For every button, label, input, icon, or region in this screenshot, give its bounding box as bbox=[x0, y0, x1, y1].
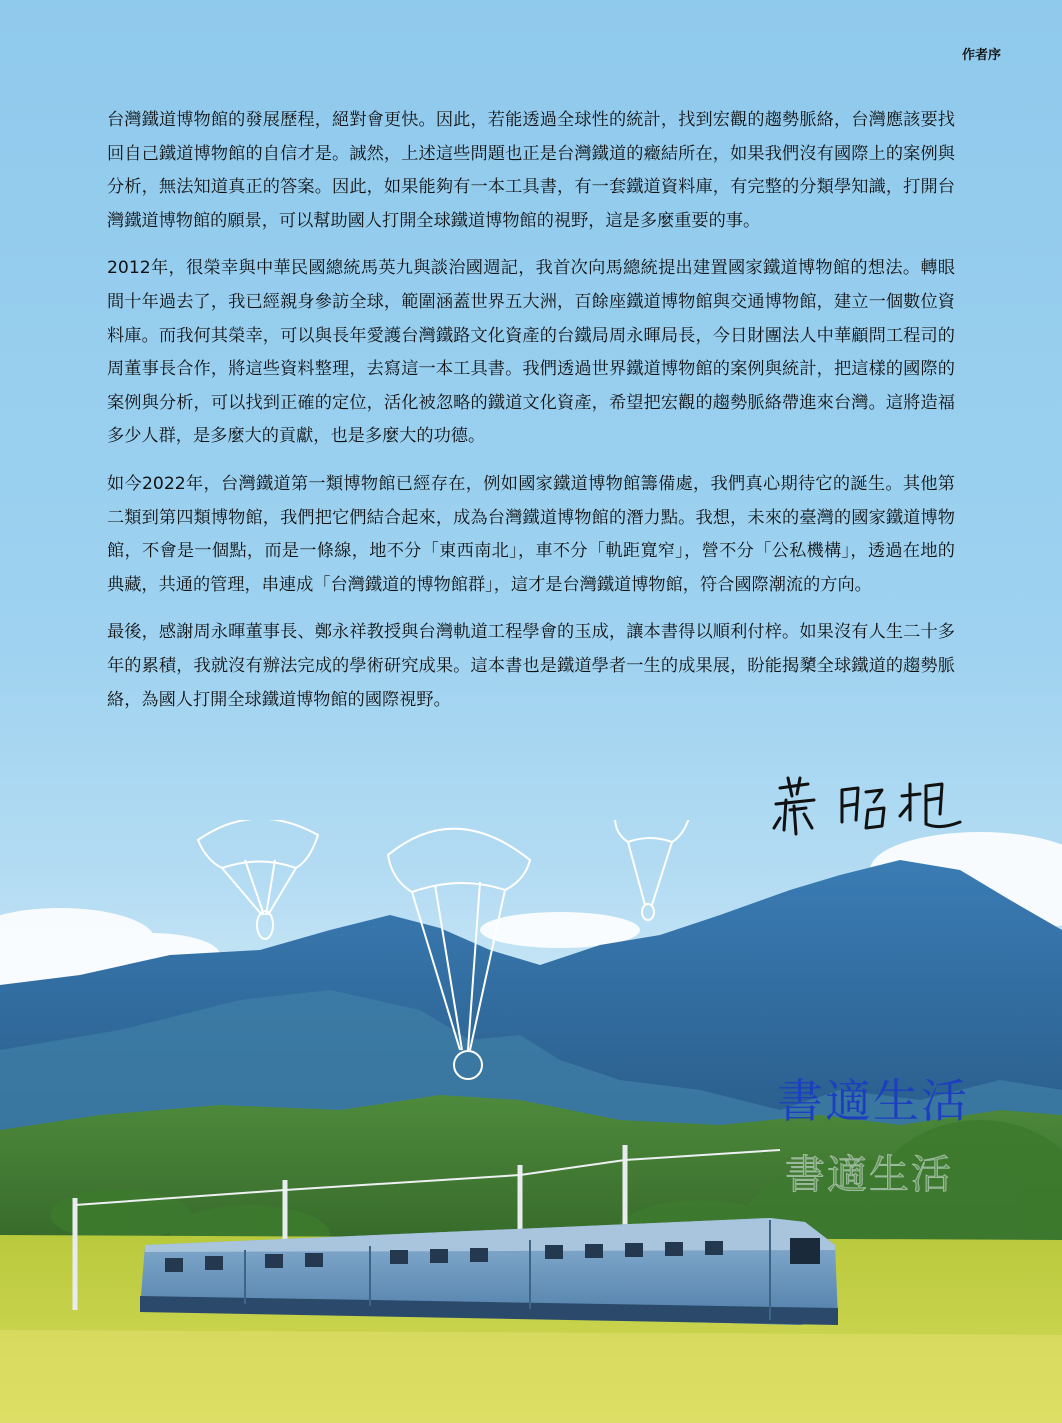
section-label: 作者序 bbox=[961, 48, 1001, 63]
publisher-watermark: 書適生活 bbox=[777, 1074, 969, 1128]
publisher-watermark-faint: 書適生活 bbox=[785, 1152, 953, 1198]
preface-text bbox=[107, 104, 955, 731]
paragraph-2: 2012年，很榮幸與中華民國總統馬英九與談治國週記，我首次向馬總統提出建置國家鐵道博物館的想法。轉眼間十年過去了，我已經親身參訪全球，範圍涵蓋世界五大洲，百餘座鐵道博物館與交通博物館，建立一個數位資料庫。而我何其榮幸，可以與長年愛護台灣鐵路文化資產的台鐵局周永暉局長，今日財團法人中華顧問工程司的周董事長合作，將這些資料整理，去寫這一本工具書。我們透過世界鐵道博物館的案例與統計，把這樣的國際的案例與分析，可以找到正確的定位，活化被忽略的鐵道文化資產，希望把宏觀的趨勢脈絡帶進來台灣。這將造福多少人群，是多麼大的貢獻，也是多麼大的功德。 bbox=[107, 258, 955, 447]
paragraph-3: 如今2022年，台灣鐵道第一類博物館已經存在，例如國家鐵道博物館籌備處，我們真心期待它的誕生。其他第二類到第四類博物館，我們把它們結合起來，成為台灣鐵道博物館的潛力點。我想，未來的臺灣的國家鐵道博物館，不會是一個點，而是一條線，地不分「東西南北」，車不分「軌距寬窄」，營不分「公私機構」，透過在地的典藏，共通的管理，串連成「台灣鐵道的博物館群」，這才是台灣鐵道博物館，符合國際潮流的方向。 bbox=[107, 473, 955, 595]
paragraph-4: 最後，感謝周永暉董事長、鄭永祥教授與台灣軌道工程學會的玉成，讓本書得以順利付梓。如果沒有人生二十多年的累積，我就沒有辦法完成的學術研究成果。這本書也是鐵道學者一生的成果展，盼能揭櫫全球鐵道的趨勢脈絡，為國人打開全球鐵道博物館的國際視野。 bbox=[107, 622, 955, 710]
paragraph-1: 台灣鐵道博物館的發展歷程，絕對會更快。因此，若能透過全球性的統計，找到宏觀的趨勢脈絡，台灣應該要找回自己鐵道博物館的自信才是。誠然，上述這些問題也正是台灣鐵道的癥結所在，如果我們沒有國際上的案例與分析，無法知道真正的答案。因此，如果能夠有一本工具書，有一套鐵道資料庫，有完整的分類學知識，打開台灣鐵道博物館的願景，可以幫助國人打開全球鐵道博物館的視野，這是多麼重要的事。 bbox=[107, 110, 955, 231]
